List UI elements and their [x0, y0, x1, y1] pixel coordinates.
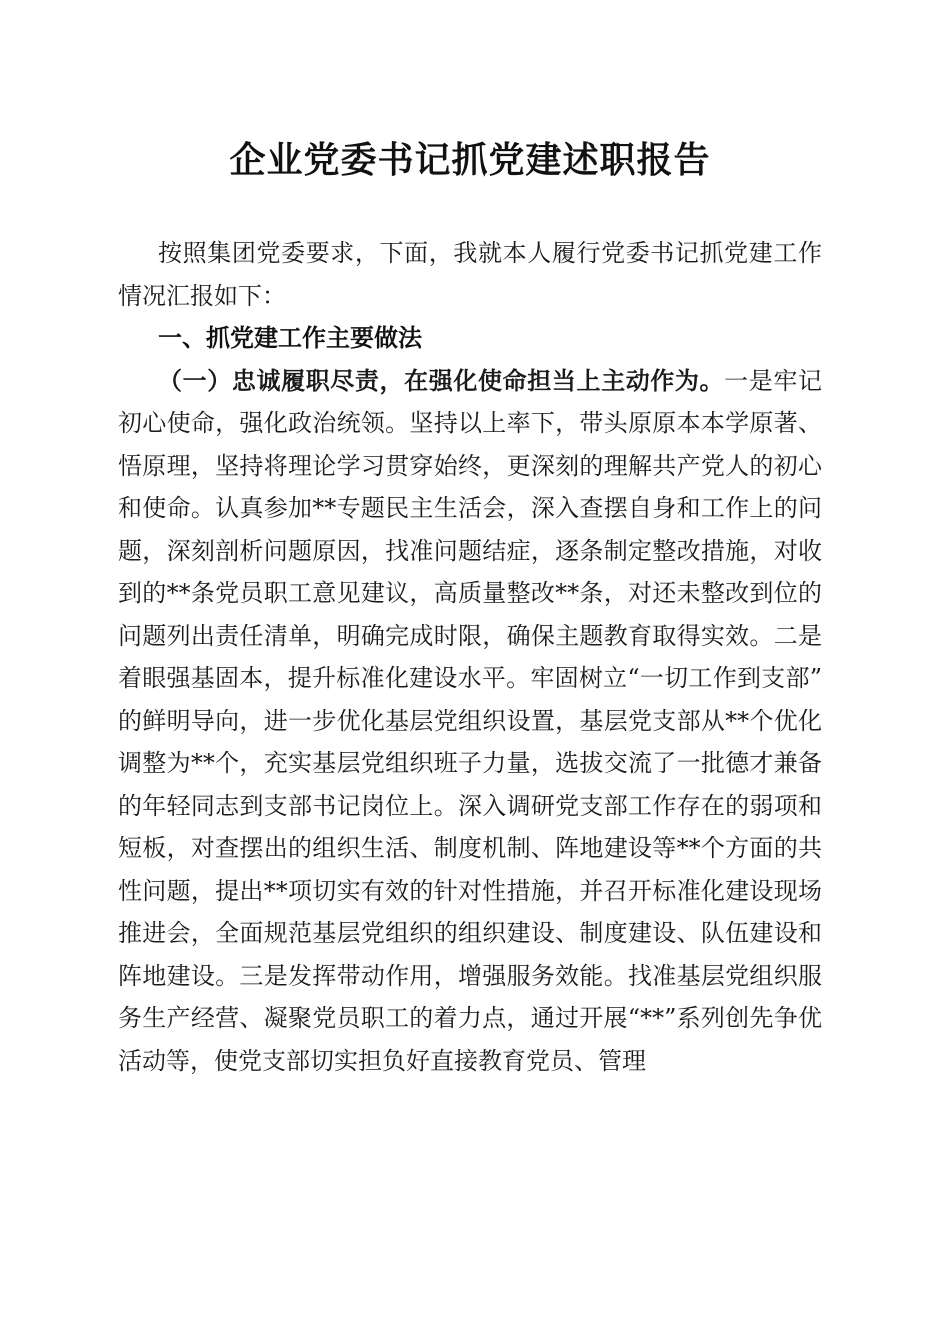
subsection-heading: （一）忠诚履职尽责，在强化使命担当上主动作为。	[158, 365, 725, 395]
intro-paragraph: 按照集团党委要求，下面，我就本人履行党委书记抓党建工作情况汇报如下：	[118, 239, 822, 310]
document-title: 企业党委书记抓党建述职报告	[229, 139, 711, 181]
section-paragraph-text: 一是牢记初心使命，强化政治统领。坚持以上率下，带头原原本本学原著、悟原理，坚持将理论学习贯穿始终，更深刻的理解共产党人的初心和使命。认真参加**专题民主生活会，深入查摆自身和工作上的问题，深刻剖析问题原因，找准问题结症，逐条制定整改措施，对收到的**条党员职工意见建议，高质量整改**条，对还未整改到位的问题列出责任清单，明确完成时限，确保主题教育取得实效。二是着眼强基固本，提升标准化建设水平。牢固树立“一切工作到支部”的鲜明导向，进一步优化基层党组织设置，基层党支部从**个优化调整为**个，充实基层党组织班子力量，选拔交流了一批德才兼备的年轻同志到支部书记岗位上。深入调研党支部工作存在的弱项和短板，对查摆出的组织生活、制度机制、阵地建设等**个方面的共性问题，提出**项切实有效的针对性措施，并召开标准化建设现场推进会，全面规范基层党组织的组织建设、制度建设、队伍建设和阵地建设。三是发挥带动作用，增强服务效能。找准基层党组织服务生产经营、凝聚党员职工的着力点，通过开展“**”系列创先争优活动等，使党支部切实担负好直接教育党员、管理	[118, 366, 823, 1075]
document-body	[118, 232, 822, 1082]
section-heading: 一、抓党建工作主要做法	[158, 324, 422, 352]
section-paragraph	[118, 360, 822, 1083]
